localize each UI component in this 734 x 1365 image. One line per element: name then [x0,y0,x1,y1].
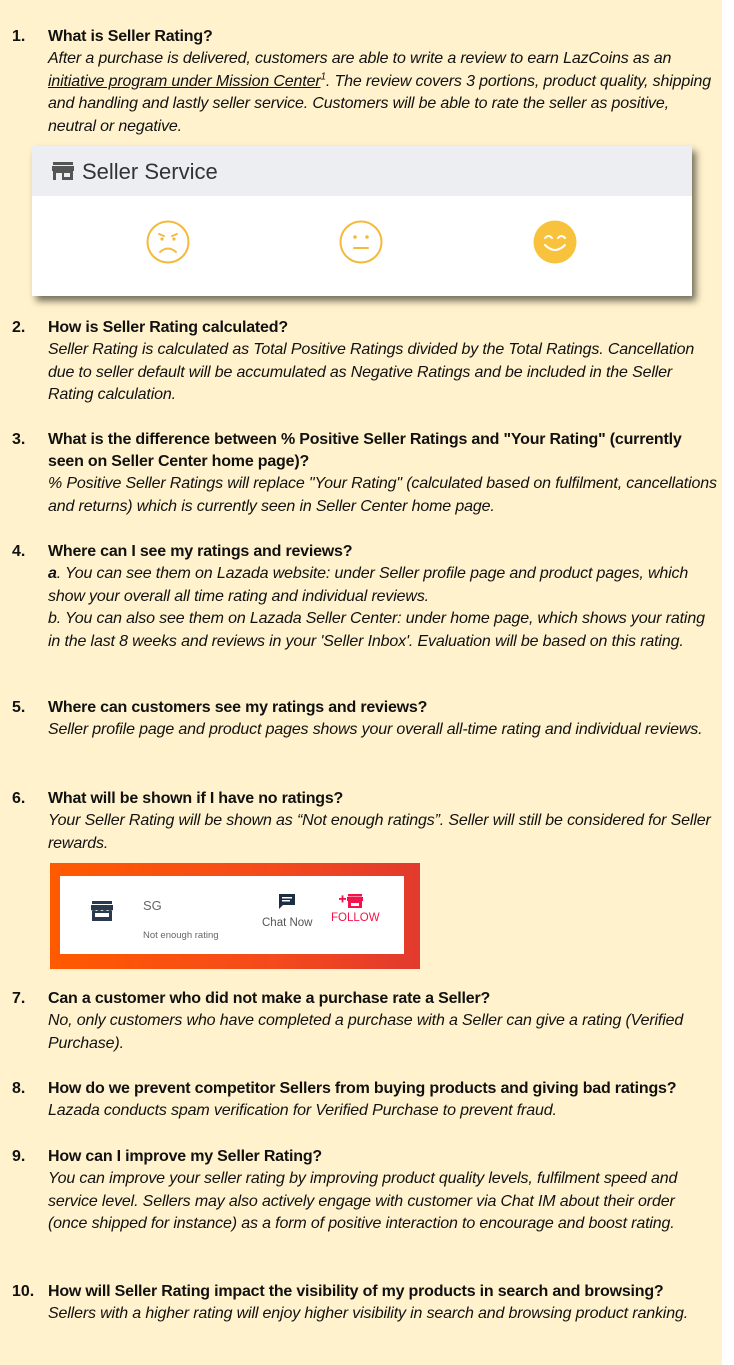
answer-a [48,563,717,608]
store-icon [91,900,113,922]
store-icon [52,161,74,181]
faq-item-4 [12,541,717,653]
chat-bubble-icon[interactable] [278,893,296,911]
answer: Seller Rating is calculated as Total Positive Ratings divided by the Total Ratings. Cancellation due to seller default will be accumulated as Negative Ratings and be included in the Seller Rating calculation. [48,341,695,403]
seller-service-header [32,146,692,196]
chat-now-button[interactable]: Chat Now [262,917,313,929]
item-number: 4. [12,543,26,560]
answer: Lazada conducts spam verification for Verified Purchase to prevent fraud. [48,1102,557,1119]
answer: No, only customers who have completed a purchase with a Seller can give a rating (Verified Purchase). [48,1012,684,1052]
faq-item-8 [12,1078,717,1123]
answer-b: b. You can also see them on Lazada Seller Center: under home page, which shows your rating in the last 8 weeks and reviews in your 'Seller Inbox'. Evaluation will be based on this rating. [48,610,705,650]
answer-a-text: . You can see them on Lazada website: under Seller profile page and product pages, which show your overall all time rating and individual reviews. [48,565,689,605]
answer: You can improve your seller rating by improving product quality levels, fulfilment speed and service level. Sellers may also actively engage with customer via Chat IM about their order (once shipped for instance) as a form of positive interaction to encourage and boost rating. [48,1170,678,1232]
item-number: 7. [12,990,26,1007]
question: How is Seller Rating calculated? [48,319,288,336]
add-store-icon[interactable] [339,893,363,909]
question: What is the difference between % Positive Seller Ratings and "Your Rating" (currently seen on Seller Center home page)? [48,431,682,470]
question: Where can customers see my ratings and reviews? [48,699,428,716]
footnote-marker: 1 [320,71,326,83]
faq-item-6 [12,788,717,855]
faq-item-3 [12,429,717,518]
item-number: 1. [12,28,26,45]
store-name: SG [143,898,162,913]
question: Can a customer who did not make a purchase rate a Seller? [48,990,491,1007]
question: Where can I see my ratings and reviews? [48,543,353,560]
answer-text: After a purchase is delivered, customers are able to write a review to earn LazCoins as an [48,50,672,67]
seller-service-screenshot [32,146,692,296]
faq-item-1 [12,26,717,138]
answer-text: . The review covers 3 portions, product quality, shipping and handling and lastly seller service. Customers will be able to rate the seller as positive, neutral or negative. [48,72,712,135]
sad-face-icon[interactable] [146,220,190,264]
seller-service-title: Seller Service [82,159,218,184]
answer: Your Seller Rating will be shown as “Not enough ratings”. Seller will still be considered for Seller rewards. [48,812,711,852]
question: What will be shown if I have no ratings? [48,790,344,807]
item-number: 9. [12,1148,26,1165]
faq-item-2 [12,317,717,407]
faq-item-10 [12,1281,717,1326]
question: How do we prevent competitor Sellers from buying products and giving bad ratings? [48,1080,677,1097]
follow-button[interactable]: FOLLOW [331,912,380,924]
answer: % Positive Seller Ratings will replace "Your Rating" (calculated based on fulfilment, cancellations and returns) which is currently seen in Seller Center home page. [48,475,717,515]
rating-status: Not enough rating [143,930,219,941]
item-number: 10. [12,1283,35,1300]
item-number: 2. [12,319,26,336]
answer: Sellers with a higher rating will enjoy higher visibility in search and browsing product ranking. [48,1305,688,1322]
no-rating-screenshot [50,863,420,969]
question: What is Seller Rating? [48,28,213,45]
item-number: 8. [12,1080,26,1097]
mission-center-link[interactable]: initiative program under Mission Center [48,72,321,90]
answer [48,48,717,138]
question: How will Seller Rating impact the visibility of my products in search and browsing? [48,1283,664,1300]
happy-face-icon[interactable] [533,220,577,264]
faq-item-9 [12,1146,717,1236]
answer: Seller profile page and product pages shows your overall all-time rating and individual reviews. [48,721,703,738]
answer-a-label: a [48,565,57,582]
item-number: 5. [12,699,26,716]
neutral-face-icon[interactable] [339,220,383,264]
item-number: 3. [12,431,26,448]
faq-item-5 [12,697,717,742]
item-number: 6. [12,790,26,807]
question: How can I improve my Seller Rating? [48,1148,322,1165]
faq-item-7 [12,988,717,1055]
store-card [60,876,404,954]
